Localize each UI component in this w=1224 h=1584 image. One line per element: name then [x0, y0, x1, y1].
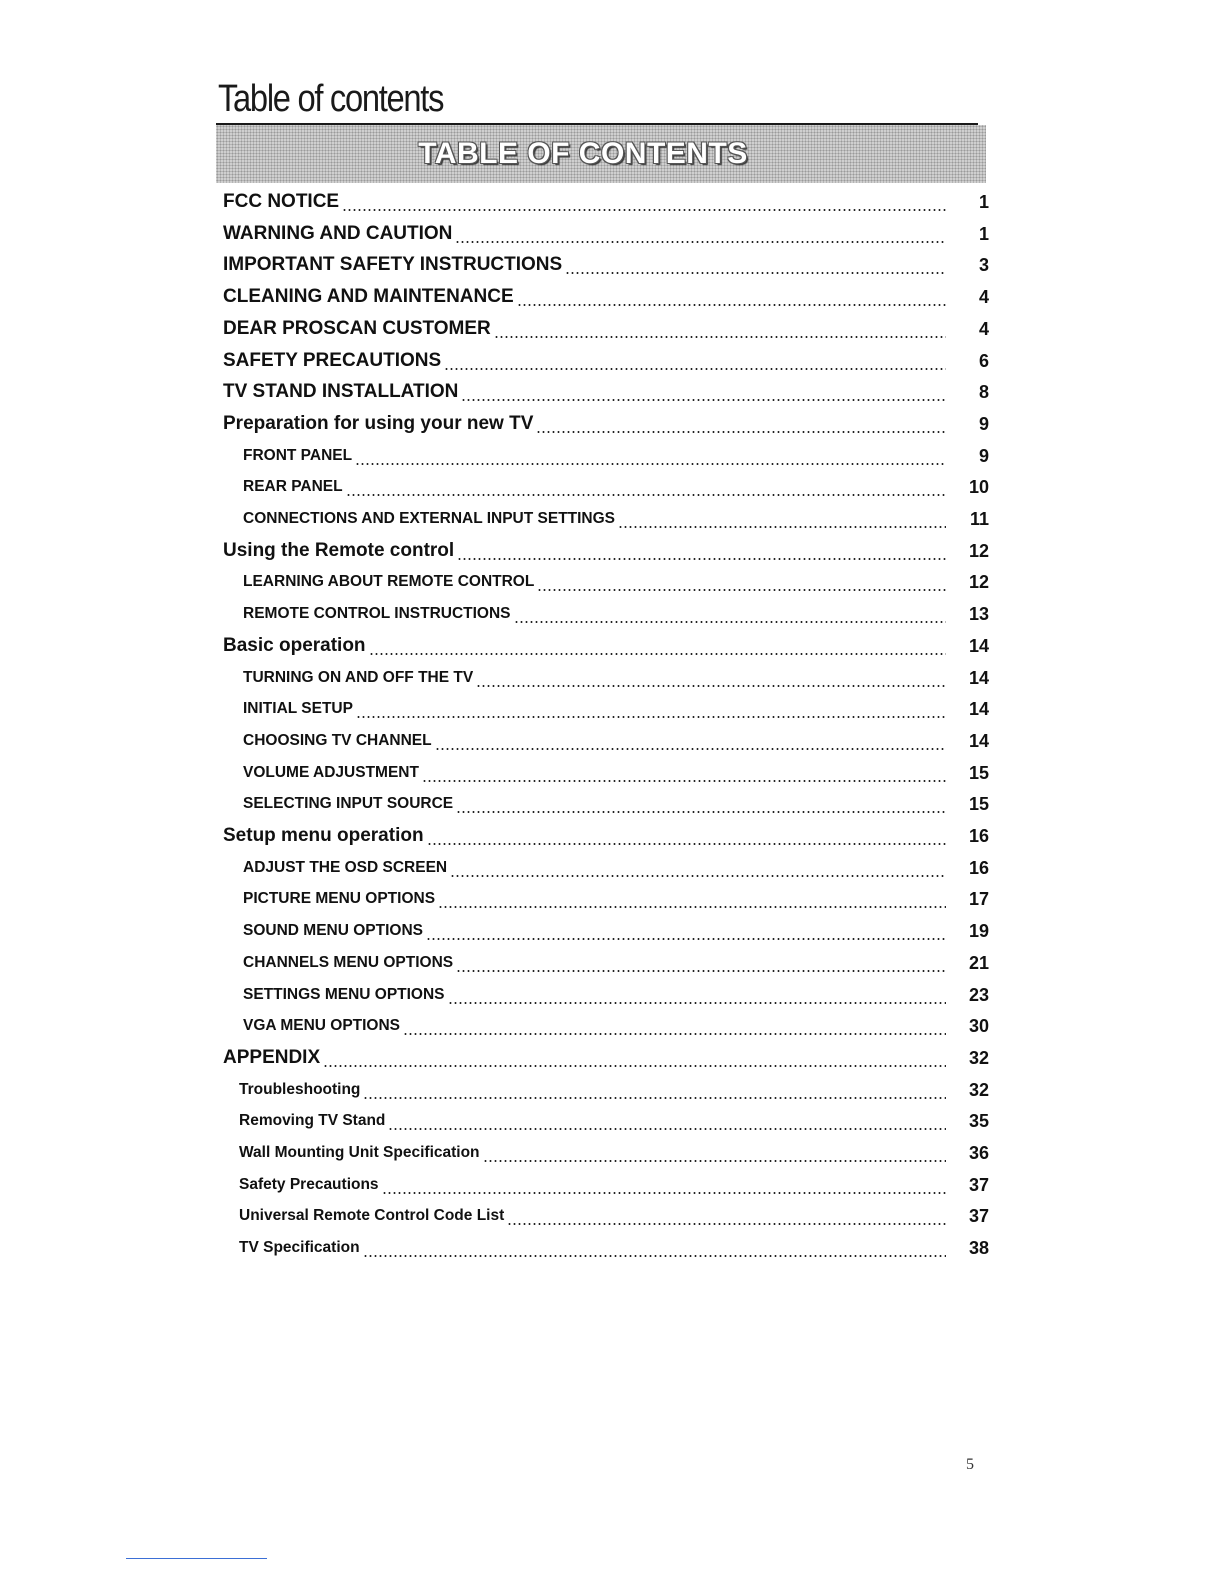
toc-entry-title: SETTINGS MENU OPTIONS: [243, 985, 445, 1003]
toc-entry-title: TURNING ON AND OFF THE TV: [243, 668, 474, 686]
toc-entry[interactable]: [0, 630, 1224, 662]
toc-entry-page: 21: [968, 952, 989, 973]
toc-entry-title: SELECTING INPUT SOURCE: [243, 795, 454, 813]
toc-entry-title: REMOTE CONTROL INSTRUCTIONS: [243, 605, 511, 623]
toc-entry-title: Safety Precautions: [239, 1175, 379, 1193]
toc-entry-title: INITIAL SETUP: [243, 700, 353, 718]
toc-entry[interactable]: [0, 503, 1224, 535]
dot-leader: [369, 644, 946, 656]
toc-entry-page: 30: [968, 1016, 989, 1037]
toc-entry-title: LEARNING ABOUT REMOTE CONTROL: [243, 573, 535, 591]
toc-entry-title: REAR PANEL: [243, 478, 343, 496]
toc-entry-title: Setup menu operation: [223, 825, 424, 846]
dot-leader: [483, 1151, 946, 1163]
dot-leader: [456, 961, 946, 973]
toc-entry[interactable]: [0, 1105, 1224, 1137]
toc-entry-page: 12: [968, 572, 989, 593]
dot-leader: [517, 295, 946, 307]
toc-entry-page: 15: [968, 794, 989, 815]
toc-entry-page: 6: [978, 350, 989, 371]
toc-entry-page: 11: [969, 509, 989, 529]
toc-entry[interactable]: [0, 852, 1224, 884]
toc-entry[interactable]: [0, 979, 1224, 1011]
toc-entry[interactable]: [0, 471, 1224, 503]
banner-title: TABLE OF CONTENTS: [418, 137, 748, 170]
toc-entry-title: Removing TV Stand: [239, 1112, 386, 1130]
toc-entry[interactable]: [0, 345, 1224, 377]
toc-entry-title: CONNECTIONS AND EXTERNAL INPUT SETTINGS: [243, 510, 616, 527]
toc-entry-page: 9: [978, 445, 989, 466]
toc-entry-page: 15: [968, 762, 989, 783]
toc-entry-title: VOLUME ADJUSTMENT: [243, 763, 419, 781]
toc-entry-page: 12: [968, 540, 989, 561]
toc-entry-page: 14: [968, 667, 989, 688]
toc-entry[interactable]: [0, 1042, 1224, 1074]
toc-entry-title: Universal Remote Control Code List: [239, 1207, 505, 1225]
dot-leader: [355, 454, 946, 466]
toc-entry[interactable]: [0, 1232, 1224, 1264]
toc-entry[interactable]: [0, 535, 1224, 567]
toc-entry-page: 14: [968, 730, 989, 751]
dot-leader: [444, 359, 946, 371]
toc-entry-page: 16: [968, 826, 989, 846]
page-title: Table of contents: [218, 78, 444, 120]
dot-leader: [450, 866, 946, 878]
dot-leader: [422, 771, 946, 783]
dot-leader: [455, 232, 946, 244]
toc-entry-title: FCC NOTICE: [223, 191, 340, 212]
toc-entry[interactable]: [0, 218, 1224, 250]
toc-entry[interactable]: [0, 662, 1224, 694]
toc-entry-title: SOUND MENU OPTIONS: [243, 922, 423, 940]
dot-leader: [514, 612, 946, 624]
toc-entry[interactable]: [0, 1169, 1224, 1201]
toc-entry-title: PICTURE MENU OPTIONS: [243, 890, 436, 908]
toc-entry[interactable]: [0, 186, 1224, 218]
toc-entry-title: FRONT PANEL: [243, 446, 353, 464]
dot-leader: [565, 263, 946, 275]
toc-entry[interactable]: [0, 883, 1224, 915]
dot-leader: [388, 1119, 946, 1131]
toc-entry-title: CLEANING AND MAINTENANCE: [223, 286, 514, 308]
dot-leader: [363, 1246, 946, 1258]
toc-entry[interactable]: [0, 281, 1224, 313]
toc-entry[interactable]: [0, 725, 1224, 757]
toc-entry[interactable]: [0, 820, 1224, 852]
toc-entry-title: DEAR PROSCAN CUSTOMER: [223, 317, 491, 339]
toc-entry[interactable]: [0, 1074, 1224, 1106]
toc-entry[interactable]: [0, 915, 1224, 947]
toc-entry[interactable]: [0, 408, 1224, 440]
dot-leader: [438, 897, 946, 909]
toc-entry-page: 36: [968, 1143, 989, 1163]
dot-leader: [342, 200, 946, 212]
dot-leader: [356, 707, 946, 719]
toc-entry-title: Basic operation: [223, 634, 366, 656]
toc-entry-title: TV STAND INSTALLATION: [223, 381, 459, 403]
toc-entry-title: CHANNELS MENU OPTIONS: [243, 953, 454, 971]
dot-leader: [456, 802, 946, 814]
dot-leader: [461, 390, 946, 402]
toc-entry-page: 35: [968, 1111, 989, 1132]
toc-entry-title: VGA MENU OPTIONS: [243, 1017, 401, 1035]
toc-entry-page: 4: [978, 287, 989, 308]
toc-entry[interactable]: [0, 249, 1224, 281]
dot-leader: [435, 739, 946, 751]
toc-entry-title: IMPORTANT SAFETY INSTRUCTIONS: [223, 254, 563, 276]
dot-leader: [448, 993, 946, 1005]
toc-entry-page: 37: [968, 1206, 989, 1227]
toc-entry-title: WARNING AND CAUTION: [223, 222, 453, 244]
toc-entry-page: 9: [978, 413, 989, 434]
toc-entry-title: TV Specification: [239, 1239, 360, 1257]
toc-entry-page: 32: [968, 1047, 989, 1068]
toc-entry-title: Wall Mounting Unit Specification: [239, 1144, 480, 1161]
toc-entry[interactable]: [0, 566, 1224, 598]
dot-leader: [457, 549, 946, 561]
toc-entry-title: Using the Remote control: [223, 539, 455, 561]
toc-entry-page: 10: [968, 477, 989, 498]
toc-entry-page: 23: [968, 984, 989, 1005]
toc-entry-title: SAFETY PRECAUTIONS: [223, 349, 442, 371]
toc-entry-page: 14: [968, 699, 989, 720]
toc-entry-page: 8: [978, 382, 989, 403]
toc-entry-title: Preparation for using your new TV: [223, 412, 534, 434]
toc-entry-page: 37: [968, 1174, 989, 1195]
dot-leader: [476, 676, 946, 688]
toc-entry-title: Troubleshooting: [239, 1080, 361, 1098]
dot-leader: [382, 1183, 946, 1195]
toc-entry-page: 1: [978, 223, 989, 244]
toc-entry-title: ADJUST THE OSD SCREEN: [243, 858, 448, 876]
toc-entry-title: CHOOSING TV CHANNEL: [243, 731, 432, 749]
footer-link-rule: [126, 1558, 267, 1559]
dot-leader: [363, 1088, 946, 1100]
toc-entry-title: APPENDIX: [223, 1046, 321, 1068]
toc-entry-page: 3: [978, 255, 989, 276]
toc-entry[interactable]: [0, 376, 1224, 408]
toc-banner: [216, 125, 986, 183]
toc-entry[interactable]: [0, 947, 1224, 979]
toc-entry-page: 14: [968, 635, 989, 656]
toc-entry-page: 4: [978, 318, 989, 339]
toc-entry-page: 32: [968, 1079, 989, 1100]
toc-entry[interactable]: [0, 1137, 1224, 1169]
dot-leader: [536, 422, 946, 434]
toc-entry-page: 19: [968, 921, 989, 942]
dot-leader: [427, 834, 946, 846]
dot-leader: [403, 1024, 946, 1036]
toc-entry[interactable]: [0, 757, 1224, 789]
toc-entry[interactable]: [0, 440, 1224, 472]
dot-leader: [323, 1056, 946, 1068]
toc-entry[interactable]: [0, 693, 1224, 725]
toc-entry-page: 13: [968, 604, 989, 625]
toc-entry[interactable]: [0, 598, 1224, 630]
toc-entry[interactable]: [0, 1200, 1224, 1232]
dot-leader: [537, 580, 946, 592]
toc-entry-page: 16: [968, 857, 989, 878]
dot-leader: [507, 1214, 946, 1226]
dot-leader: [618, 517, 946, 529]
toc-entry-page: 38: [968, 1238, 989, 1259]
toc-entry[interactable]: [0, 1010, 1224, 1042]
page-number: 5: [966, 1456, 974, 1473]
toc-entry[interactable]: [0, 788, 1224, 820]
dot-leader: [426, 929, 946, 941]
dot-leader: [346, 485, 946, 497]
toc-entry[interactable]: [0, 313, 1224, 345]
dot-leader: [494, 327, 946, 339]
toc-entry-page: 1: [978, 192, 989, 212]
toc-entry-page: 17: [968, 889, 989, 910]
